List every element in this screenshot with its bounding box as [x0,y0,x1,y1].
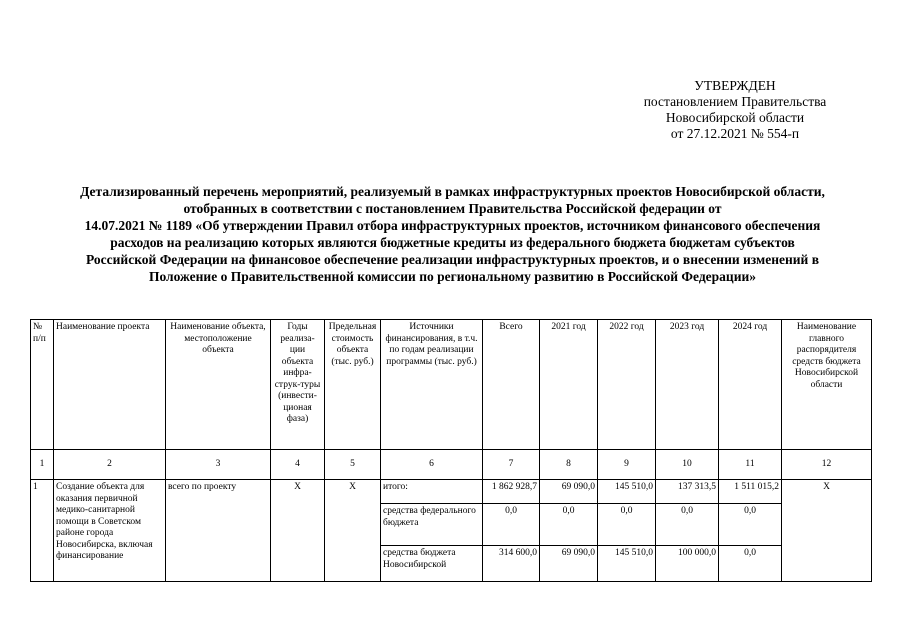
approval-stamp [600,78,870,142]
col-num-8: 8 [540,450,598,480]
header-num: № п/п [31,320,54,450]
col-num-5: 5 [325,450,381,480]
header-years: Годы реализа-ции объекта инфра-струк-туры (инвести-ционая фаза) [271,320,325,450]
column-numbers-row [31,450,872,480]
title-line-6: Положение о Правительственной комиссии по региональному развитию в Российской Федерации» [148,269,757,284]
document-title [20,183,885,285]
approval-line-2: постановлением Правительства [643,94,827,109]
source-2024: 0,0 [719,546,782,582]
title-line-2: отобранных в соответствии с постановлением Правительства Российской федерации от [183,201,722,216]
header-sources: Источники финансирования, в т.ч. по годам реализации программы (тыс. руб.) [381,320,483,450]
approval-line-3: Новосибирской области [665,110,805,125]
col-num-3: 3 [166,450,271,480]
title-line-3: 14.07.2021 № 1189 «Об утверждении Правил отбора инфраструктурных проектов, источником финансового обеспечения [84,218,821,233]
source-name: средства федерального бюджета [381,504,483,546]
source-2023: 137 313,5 [656,480,719,504]
header-manager: Наименование главного распорядителя средств бюджета Новосибирской области [782,320,872,450]
source-total: 0,0 [483,504,540,546]
col-num-12: 12 [782,450,872,480]
header-project: Наименование проекта [54,320,166,450]
table-row [31,480,872,504]
header-2024: 2024 год [719,320,782,450]
table-header-row [31,320,872,450]
source-2021: 69 090,0 [540,480,598,504]
header-max-cost: Предельная стоимость объекта (тыс. руб.) [325,320,381,450]
row-max-cost: X [325,480,381,582]
source-2022: 0,0 [598,504,656,546]
source-name: итого: [381,480,483,504]
col-num-2: 2 [54,450,166,480]
header-object: Наименование объекта, местоположение объекта [166,320,271,450]
row-manager: X [782,480,872,582]
col-num-10: 10 [656,450,719,480]
measures-table [30,319,872,582]
approval-line-1: УТВЕРЖДЕН [694,78,776,93]
header-2022: 2022 год [598,320,656,450]
title-line-5: Российской Федерации на финансовое обеспечение реализации инфраструктурных проектов, и о внесении изменений в [86,252,819,267]
source-name: средства бюджета Новосибирской [381,546,483,582]
col-num-11: 11 [719,450,782,480]
source-2021: 69 090,0 [540,546,598,582]
title-line-4: расходов на реализацию которых являются бюджетные кредиты из федерального бюджета бюджетам субъектов [110,235,795,250]
col-num-7: 7 [483,450,540,480]
col-num-4: 4 [271,450,325,480]
col-num-9: 9 [598,450,656,480]
source-2022: 145 510,0 [598,480,656,504]
source-2024: 1 511 015,2 [719,480,782,504]
source-2023: 0,0 [656,504,719,546]
source-2022: 145 510,0 [598,546,656,582]
source-total: 314 600,0 [483,546,540,582]
col-num-6: 6 [381,450,483,480]
source-total: 1 862 928,7 [483,480,540,504]
row-years: X [271,480,325,582]
header-total: Всего [483,320,540,450]
approval-line-4: от 27.12.2021 № 554-п [670,126,800,141]
title-line-1: Детализированный перечень мероприятий, реализуемый в рамках инфраструктурных проектов Новосибирской области, [80,184,825,199]
source-2021: 0,0 [540,504,598,546]
row-object: всего по проекту [166,480,271,582]
header-2023: 2023 год [656,320,719,450]
row-project: Создание объекта для оказания первичной медико-санитарной помощи в Советском районе города Новосибирска, включая финансирование [54,480,166,582]
row-num: 1 [31,480,54,582]
col-num-1: 1 [31,450,54,480]
header-2021: 2021 год [540,320,598,450]
source-2023: 100 000,0 [656,546,719,582]
source-2024: 0,0 [719,504,782,546]
